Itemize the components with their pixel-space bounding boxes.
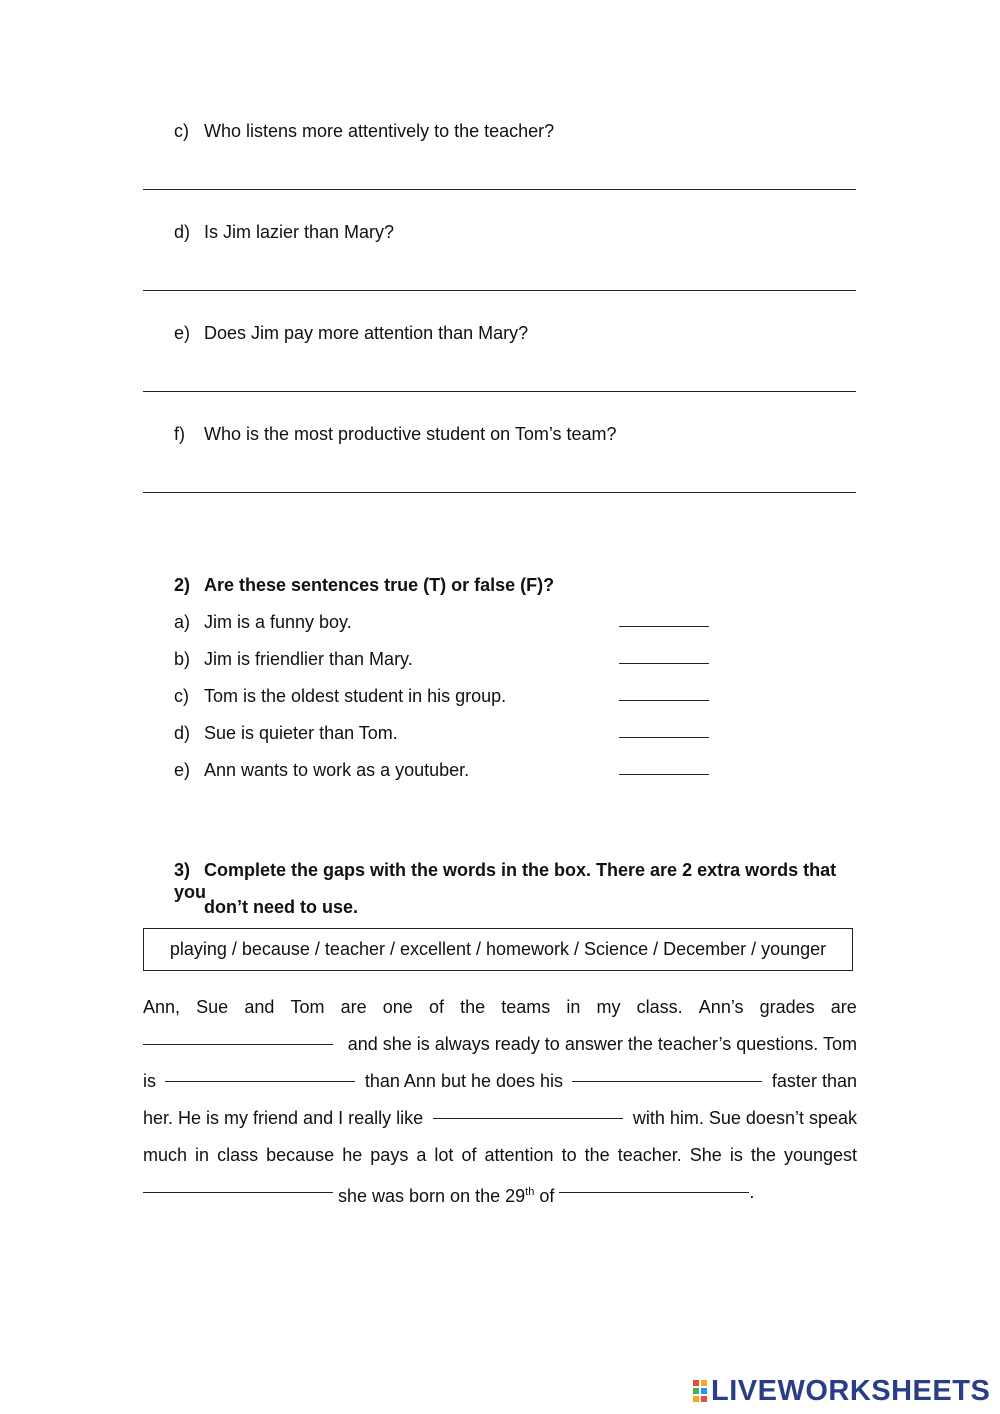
paragraph-word: in xyxy=(566,997,581,1017)
gap-6[interactable] xyxy=(559,1174,749,1193)
paragraph-line-2 xyxy=(143,1026,857,1063)
tf-answer-blank[interactable] xyxy=(619,663,709,664)
question-text: Does Jim pay more attention than Mary? xyxy=(204,323,529,343)
paragraph-text: she was born on the 29th of xyxy=(338,1186,555,1206)
tf-text: Ann wants to work as a youtuber. xyxy=(204,760,470,780)
gap-2[interactable] xyxy=(165,1063,355,1082)
paragraph-word: class xyxy=(217,1145,259,1165)
tf-answer-blank[interactable] xyxy=(619,774,709,775)
answer-line-d[interactable] xyxy=(143,290,856,291)
question-text: Who is the most productive student on Tom’s team? xyxy=(204,424,617,444)
paragraph-word: grades xyxy=(759,997,815,1017)
paragraph-word: much xyxy=(143,1145,188,1165)
paragraph-word: youngest xyxy=(783,1145,857,1165)
word-box: playing / because / teacher / excellent / homework / Science / December / younger xyxy=(143,928,853,971)
question-d xyxy=(174,221,394,243)
tf-text: Jim is friendlier than Mary. xyxy=(204,649,413,669)
question-letter: c) xyxy=(174,121,189,141)
paragraph-word: in xyxy=(195,1145,210,1165)
question-text: Who listens more attentively to the teacher? xyxy=(204,121,555,141)
question-letter: e) xyxy=(174,323,191,343)
question-letter: f) xyxy=(174,424,185,444)
paragraph-text: faster than xyxy=(771,1071,857,1091)
paragraph-word: class. xyxy=(636,997,683,1017)
logo-text: LIVEWORKSHEETS xyxy=(711,1374,991,1407)
tf-letter: a) xyxy=(174,612,191,632)
tf-item-d xyxy=(174,722,714,744)
paragraph-word: the xyxy=(584,1145,610,1165)
paragraph-word: he xyxy=(342,1145,363,1165)
section2-title: Are these sentences true (T) or false (F)? xyxy=(204,575,555,595)
paragraph-word: are xyxy=(830,997,857,1017)
tf-letter: e) xyxy=(174,760,191,780)
paragraph-word: Sue xyxy=(196,997,229,1017)
paragraph-text: her. He is my friend and I really like xyxy=(143,1108,424,1128)
paragraph-word: teams xyxy=(501,997,551,1017)
paragraph-word: of xyxy=(461,1145,477,1165)
tf-item-c xyxy=(174,685,714,707)
section3-number: 3) xyxy=(174,860,191,880)
paragraph-line-1 xyxy=(143,989,857,1026)
paragraph-line-6 xyxy=(143,1174,857,1211)
paragraph-word: attention xyxy=(484,1145,554,1165)
gap-fill-paragraph xyxy=(143,989,857,1211)
paragraph-word: pays xyxy=(370,1145,409,1165)
answer-line-e[interactable] xyxy=(143,391,856,392)
paragraph-line-4 xyxy=(143,1100,857,1137)
paragraph-text: than Ann but he does his xyxy=(364,1071,564,1091)
paragraph-text: with him. Sue doesn’t speak xyxy=(632,1108,857,1128)
tf-answer-blank[interactable] xyxy=(619,700,709,701)
gap-3[interactable] xyxy=(572,1063,762,1082)
paragraph-line-5 xyxy=(143,1137,857,1174)
paragraph-word: She xyxy=(689,1145,722,1165)
answer-line-c[interactable] xyxy=(143,189,856,190)
paragraph-word: because xyxy=(266,1145,335,1165)
tf-text: Jim is a funny boy. xyxy=(204,612,352,632)
paragraph-word: lot xyxy=(434,1145,454,1165)
gap-1[interactable] xyxy=(143,1026,333,1045)
liveworksheets-logo xyxy=(693,1376,990,1406)
question-c xyxy=(174,120,554,142)
paragraph-text: . xyxy=(749,1182,755,1202)
question-letter: d) xyxy=(174,222,191,242)
answer-line-f[interactable] xyxy=(143,492,856,493)
paragraph-word: are xyxy=(340,997,367,1017)
question-e xyxy=(174,322,528,344)
tf-text: Tom is the oldest student in his group. xyxy=(204,686,507,706)
gap-5[interactable] xyxy=(143,1174,333,1193)
tf-letter: b) xyxy=(174,649,191,669)
paragraph-word: teacher. xyxy=(617,1145,682,1165)
paragraph-word: Ann, xyxy=(143,997,181,1017)
paragraph-word: a xyxy=(416,1145,427,1165)
tf-answer-blank[interactable] xyxy=(619,626,709,627)
paragraph-word: my xyxy=(596,997,621,1017)
question-text: Is Jim lazier than Mary? xyxy=(204,222,395,242)
paragraph-word: of xyxy=(428,997,444,1017)
gap-4[interactable] xyxy=(433,1100,623,1119)
section2-number: 2) xyxy=(174,575,191,595)
paragraph-word: and xyxy=(244,997,275,1017)
paragraph-text: and she is always ready to answer the teacher’s questions. Tom xyxy=(347,1034,857,1054)
paragraph-word: the xyxy=(750,1145,776,1165)
tf-item-a xyxy=(174,611,714,633)
section3-title-line2: don’t need to use. xyxy=(204,897,359,917)
paragraph-word: is xyxy=(729,1145,743,1165)
liveworksheets-logo-icon xyxy=(693,1380,707,1402)
tf-letter: c) xyxy=(174,686,189,706)
tf-text: Sue is quieter than Tom. xyxy=(204,723,398,743)
tf-item-b xyxy=(174,648,714,670)
paragraph-word: Tom xyxy=(290,997,325,1017)
tf-letter: d) xyxy=(174,723,191,743)
paragraph-word: one xyxy=(382,997,413,1017)
paragraph-word: to xyxy=(561,1145,577,1165)
tf-answer-blank[interactable] xyxy=(619,737,709,738)
paragraph-line-3 xyxy=(143,1063,857,1100)
section3-title-line1: Complete the gaps with the words in the box. There are 2 extra words that you xyxy=(174,860,837,902)
paragraph-word: Ann’s xyxy=(698,997,744,1017)
paragraph-word: the xyxy=(460,997,486,1017)
question-f xyxy=(174,423,617,445)
tf-item-e xyxy=(174,759,714,781)
section2-heading xyxy=(174,574,554,596)
paragraph-text: is xyxy=(143,1071,156,1091)
